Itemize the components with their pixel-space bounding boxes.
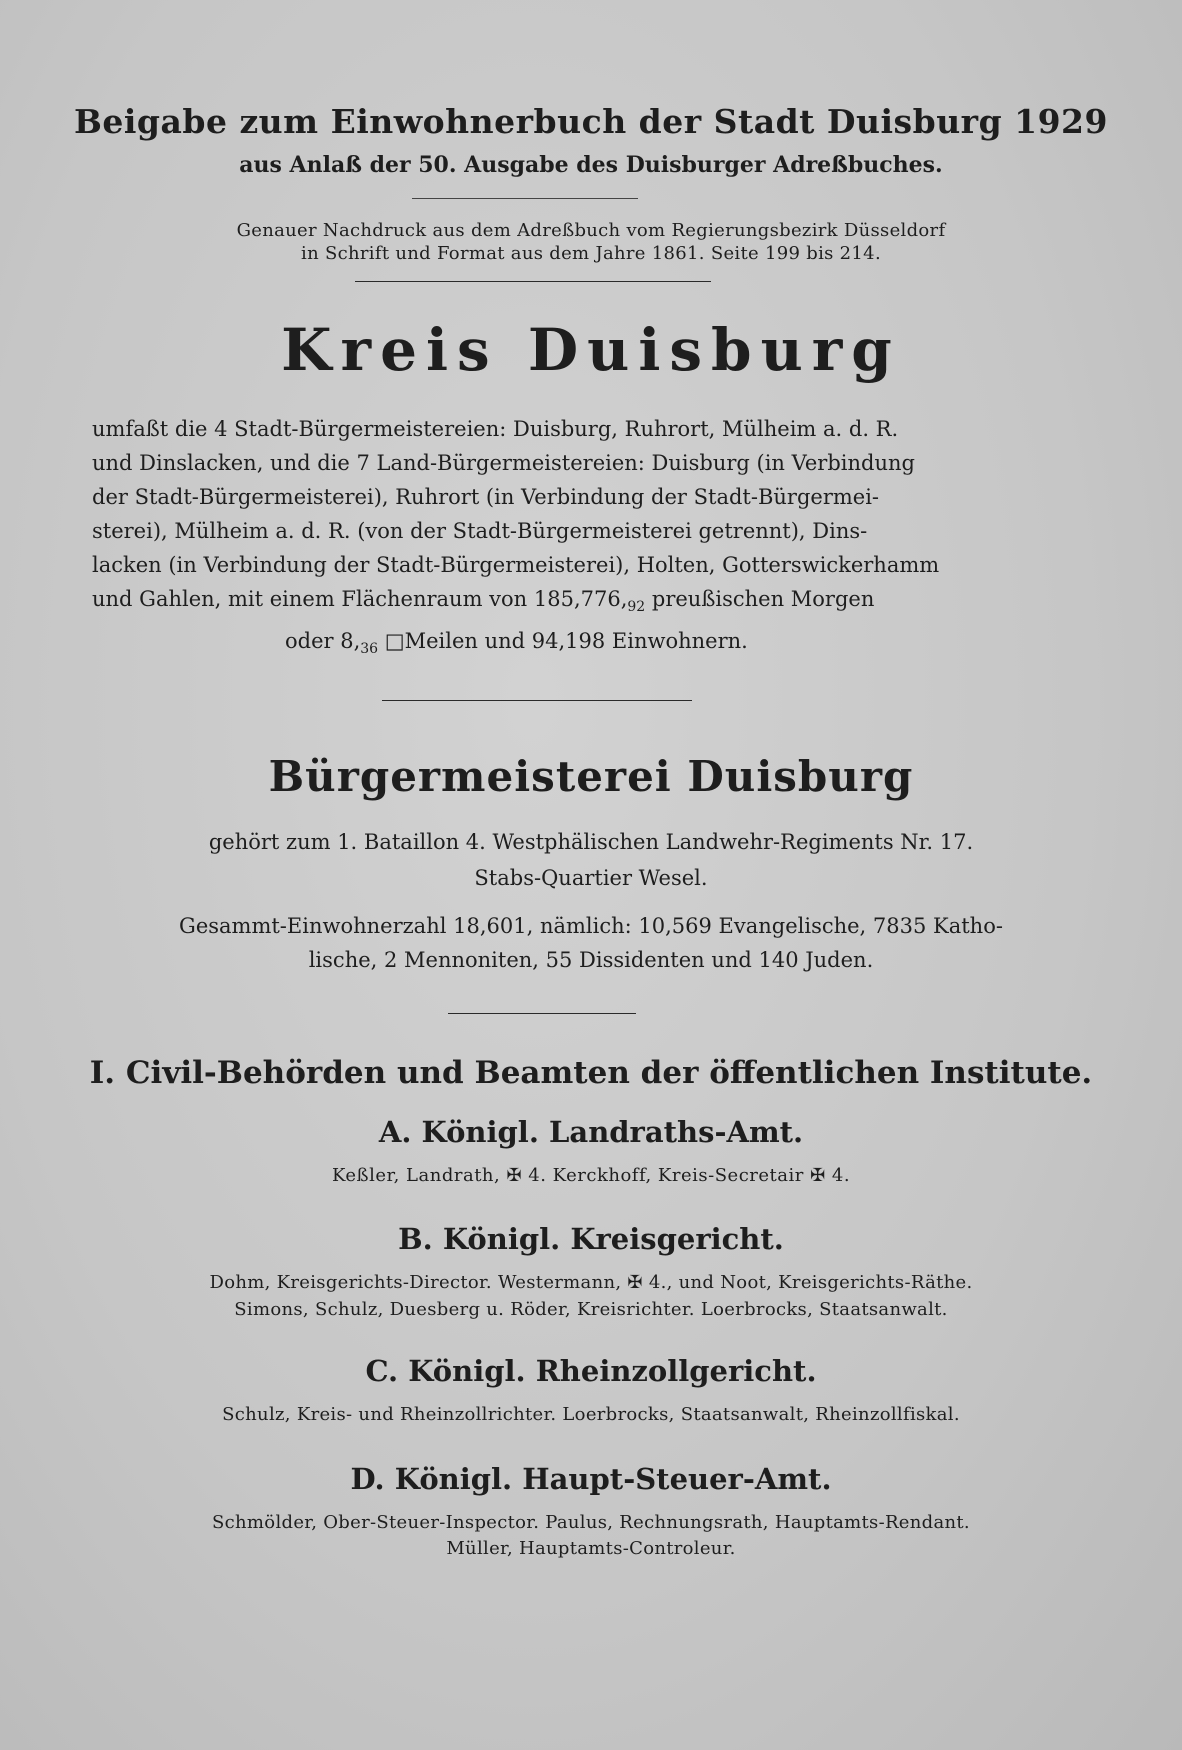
divider — [355, 281, 711, 282]
reprint-note-line-2: in Schrift und Format aus dem Jahre 1861. Seite 199 bis 214. — [301, 243, 881, 264]
kreis-line-7: oder $8,_{36}$ □Meilen und 94,198 Einwohnern. — [285, 629, 748, 658]
kreis-line-4: sterei), Mülheim a. d. R. (von der Stadt-Bürgermeisterei getrennt), Dins- — [92, 519, 868, 543]
c-line: Schulz, Kreis- und Rheinzollrichter. Loerbrocks, Staatsanwalt, Rheinzollfiskal. — [222, 1404, 960, 1425]
divider — [382, 700, 692, 701]
buergermeisterei-line-4: lische, 2 Mennoniten, 55 Dissidenten und 140 Juden. — [308, 948, 874, 972]
supplement-subtitle: aus Anlaß der 50. Ausgabe des Duisburger Adreßbuches. — [239, 152, 943, 178]
kreis-line-2: und Dinslacken, und die 7 Land-Bürgermeistereien: Duisburg (in Verbindung — [92, 451, 915, 475]
buergermeisterei-title: Bürgermeisterei Duisburg — [268, 752, 914, 801]
buergermeisterei-line-3: Gesammt-Einwohnerzahl 18,601, nämlich: 10,569 Evangelische, 7835 Katho- — [179, 914, 1003, 938]
heading-a: A. Königl. Landraths-Amt. — [378, 1115, 804, 1149]
kreis-title: Kreis Duisburg — [281, 316, 901, 384]
heading-b: B. Königl. Kreisgericht. — [398, 1222, 784, 1256]
b-line-2: Simons, Schulz, Duesberg u. Röder, Kreisrichter. Loerbrocks, Staatsanwalt. — [234, 1299, 948, 1320]
buergermeisterei-line-1: gehört zum 1. Bataillon 4. Westphälischen Landwehr-Regiments Nr. 17. — [208, 830, 974, 854]
buergermeisterei-line-2: Stabs-Quartier Wesel. — [474, 866, 708, 890]
kreis-line-5: lacken (in Verbindung der Stadt-Bürgermeisterei), Holten, Gotterswickerhamm — [92, 553, 940, 577]
divider — [448, 1013, 636, 1014]
heading-c: C. Königl. Rheinzollgericht. — [365, 1354, 817, 1388]
divider — [412, 198, 638, 199]
d-line-1: Schmölder, Ober-Steuer-Inspector. Paulus, Rechnungsrath, Hauptamts-Rendant. — [212, 1512, 970, 1533]
b-line-1: Dohm, Kreisgerichts-Director. Westermann, ✠ 4., und Noot, Kreisgerichts-Räthe. — [209, 1272, 973, 1293]
kreis-description — [0, 412, 1182, 666]
supplement-title: Beigabe zum Einwohnerbuch der Stadt Duisburg 1929 — [74, 102, 1108, 141]
reprint-note-line-1: Genauer Nachdruck aus dem Adreßbuch vom Regierungsbezirk Düsseldorf — [236, 220, 946, 241]
a-line: Keßler, Landrath, ✠ 4. Kerckhoff, Kreis-Secretair ✠ 4. — [331, 1165, 851, 1186]
kreis-line-1: umfaßt die 4 Stadt-Bürgermeistereien: Duisburg, Ruhrort, Mülheim a. d. R. — [92, 417, 899, 441]
kreis-line-3: der Stadt-Bürgermeisterei), Ruhrort (in Verbindung der Stadt-Bürgermei- — [92, 485, 880, 509]
kreis-line-6: und Gahlen, mit einem Flächenraum von $185,776,_{92}$ preußischen Morgen — [92, 587, 875, 616]
d-line-2: Müller, Hauptamts-Controleur. — [446, 1538, 736, 1559]
heading-d: D. Königl. Haupt-Steuer-Amt. — [350, 1462, 832, 1496]
section-heading: I. Civil-Behörden und Beamten der öffentlichen Institute. — [89, 1055, 1093, 1091]
